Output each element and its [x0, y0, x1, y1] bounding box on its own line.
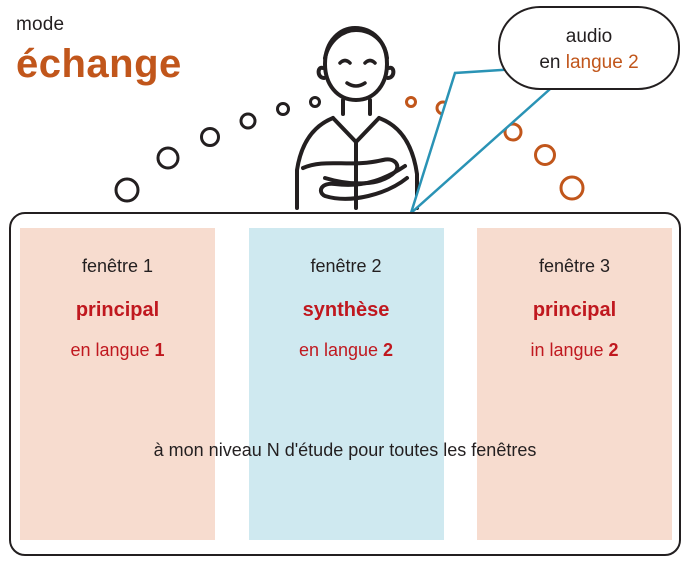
window-2-language-number: 2	[383, 340, 394, 360]
window-2-language-prefix: en langue	[298, 340, 384, 360]
window-1-language	[20, 340, 215, 361]
window-3-language	[477, 340, 672, 361]
bubble-line-2-prefix: en	[539, 52, 566, 73]
window-column-3[interactable]	[477, 228, 672, 540]
window-1-language-prefix: en langue	[70, 340, 155, 360]
window-1-language-number: 1	[154, 340, 165, 360]
window-1-title: fenêtre 1	[81, 256, 154, 276]
mode-label: mode	[16, 14, 65, 35]
window-3-title: fenêtre 3	[538, 256, 611, 276]
window-2-title: fenêtre 2	[310, 256, 382, 276]
bubble-line-1: audio	[565, 26, 613, 47]
window-3-language-number: 2	[608, 340, 619, 360]
window-column-2[interactable]	[249, 228, 444, 540]
bubble-line-2-accent: langue 2	[565, 52, 639, 73]
windows-columns	[20, 228, 672, 540]
panel-footer-note: à mon niveau N d'étude pour toutes les fenêtres	[153, 440, 537, 460]
bubble-line-2	[498, 50, 680, 76]
window-2-role: synthèse	[302, 299, 390, 321]
window-2-language	[249, 340, 444, 361]
window-1-role: principal	[75, 299, 160, 321]
speech-bubble-text	[498, 24, 680, 76]
window-3-role: principal	[532, 299, 617, 321]
page-title: échange	[16, 42, 182, 86]
window-column-1[interactable]	[20, 228, 215, 540]
window-3-language-prefix: in langue	[530, 340, 609, 360]
